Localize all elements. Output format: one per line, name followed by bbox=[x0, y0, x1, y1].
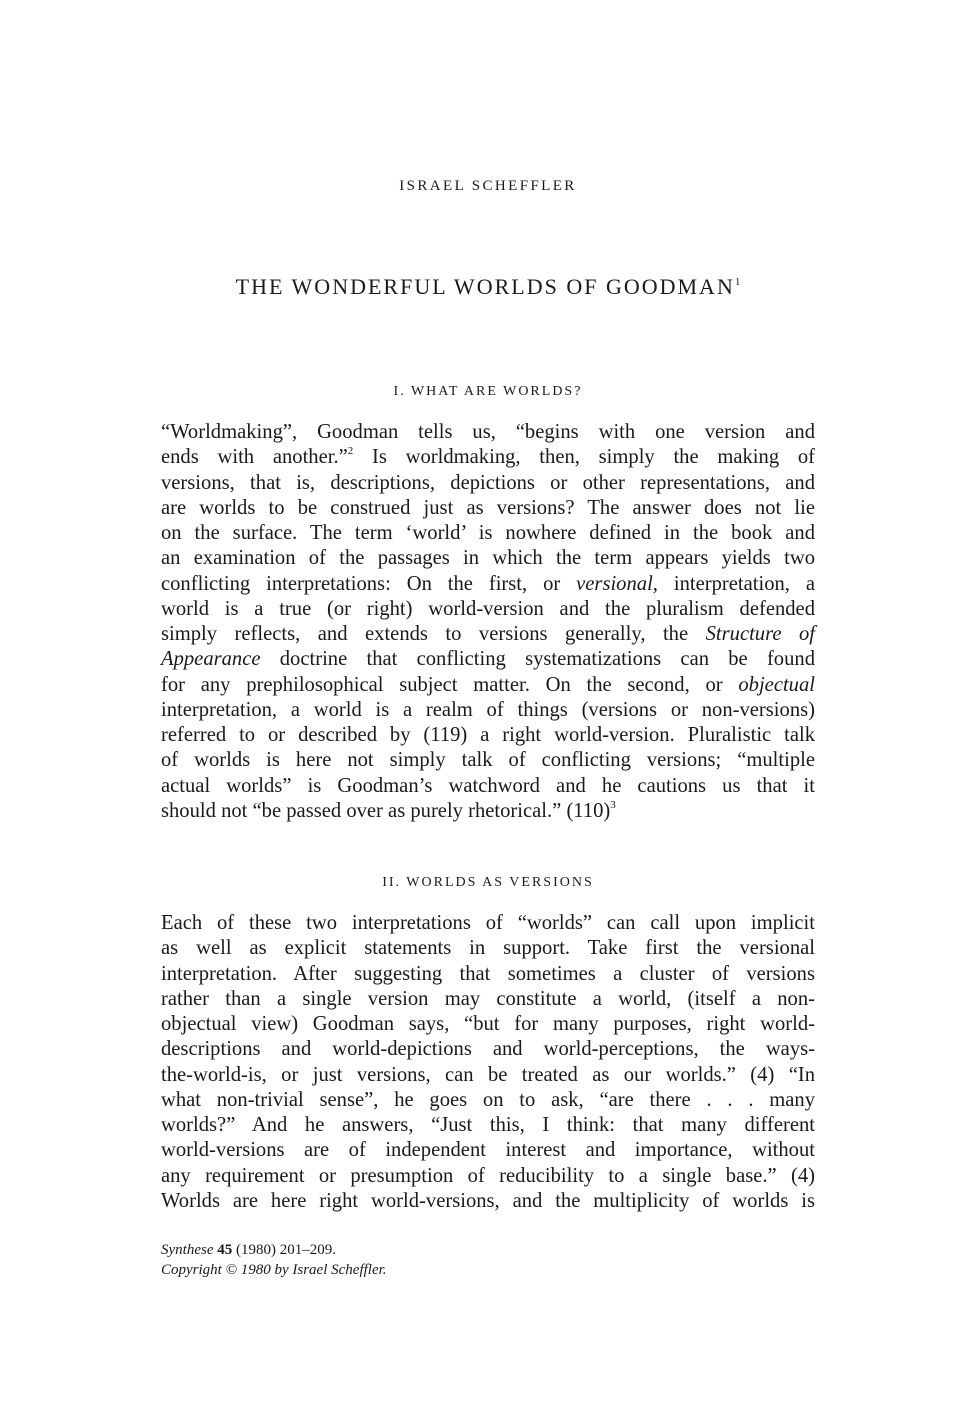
text-line: Worlds are here right world-versions, and the multiplicity of worlds is bbox=[161, 1189, 815, 1212]
section-2-paragraph bbox=[161, 911, 815, 1214]
text-line: the-world-is, or just versions, can be treated as our worlds.” (4) “In bbox=[161, 1063, 815, 1086]
text-line: on the surface. The term ‘world’ is nowhere defined in the book and bbox=[161, 522, 815, 544]
text-line: ends with another.”$^2$ Is worldmaking, then, simply the making of bbox=[161, 445, 816, 469]
journal-pages: (1980) 201–209. bbox=[235, 1242, 336, 1258]
text-line: actual worlds” is Goodman’s watchword and he cautions us that it bbox=[161, 774, 815, 797]
text-line: interpretation, a world is a realm of things (versions or non-versions) bbox=[161, 698, 815, 721]
italic-title: Structure of bbox=[705, 623, 815, 645]
italic-title: Appearance bbox=[161, 648, 261, 671]
text-line: “Worldmaking”, Goodman tells us, “begins with one version and bbox=[161, 421, 815, 443]
text-line: as well as explicit statements in support. Take first the versional bbox=[161, 937, 815, 960]
text-line: conflicting interpretations: On the first, or versional, interpretation, a bbox=[161, 572, 815, 595]
footnote-marker[interactable]: 3 bbox=[610, 798, 616, 811]
text-line: rather than a single version may constitute a world, (itself a non- bbox=[161, 987, 815, 1010]
title-footnote-marker[interactable]: 1 bbox=[734, 276, 741, 288]
journal-name: Synthese bbox=[161, 1242, 214, 1258]
text-line: of worlds is here not simply talk of conflicting versions; “multiple bbox=[161, 749, 815, 772]
text-line: for any prephilosophical subject matter. On the second, or objectual bbox=[161, 673, 815, 696]
citation-line bbox=[161, 1240, 387, 1260]
text-line: simply reflects, and extends to versions generally, the Structure of bbox=[161, 623, 815, 645]
section-1-paragraph bbox=[161, 420, 815, 824]
text-line: versions, that is, descriptions, depictions or other representations, and bbox=[161, 471, 815, 494]
text-line: Each of these two interpretations of “worlds” can call upon implicit bbox=[161, 912, 815, 934]
italic-term: objectual bbox=[738, 673, 815, 696]
footnote-marker[interactable]: 2 bbox=[347, 445, 354, 458]
section-heading-2: II. WORLDS AS VERSIONS bbox=[382, 875, 594, 890]
title-text: THE WONDERFUL WORLDS OF GOODMAN bbox=[235, 274, 735, 299]
text-line: objectual view) Goodman says, “but for many purposes, right world- bbox=[161, 1013, 815, 1035]
journal-volume: 45 bbox=[217, 1242, 233, 1258]
italic-term: versional, bbox=[576, 572, 658, 595]
text-line: world is a true (or right) world-version and the pluralism defended bbox=[161, 597, 815, 620]
text-line: should not “be passed over as purely rhetorical.” (110)$^3$ bbox=[161, 798, 616, 822]
text-line: descriptions and world-depictions and world-perceptions, the ways- bbox=[161, 1038, 815, 1061]
text-line: what non-trivial sense”, he goes on to ask, “are there . . . many bbox=[161, 1088, 815, 1111]
copyright-line: Copyright © 1980 by Israel Scheffler. bbox=[161, 1262, 387, 1278]
publication-footer bbox=[161, 1240, 387, 1280]
text-line: any requirement or presumption of reducibility to a single base.” (4) bbox=[161, 1164, 815, 1187]
text-line: world-versions are of independent interest and importance, without bbox=[161, 1139, 815, 1162]
text-line: an examination of the passages in which the term appears yields two bbox=[161, 547, 815, 570]
text-line: interpretation. After suggesting that sometimes a cluster of versions bbox=[161, 962, 815, 985]
section-heading-1: I. WHAT ARE WORLDS? bbox=[393, 384, 583, 399]
text-line: Appearance doctrine that conflicting systematizations can be found bbox=[161, 648, 815, 671]
author-name: ISRAEL SCHEFFLER bbox=[399, 178, 577, 194]
text-line: are worlds to be construed just as versions? The answer does not lie bbox=[161, 496, 815, 519]
text-line: referred to or described by (119) a right world-version. Pluralistic talk bbox=[161, 724, 815, 746]
text-line: worlds?” And he answers, “Just this, I think: that many different bbox=[161, 1114, 815, 1136]
article-title bbox=[0, 274, 976, 300]
